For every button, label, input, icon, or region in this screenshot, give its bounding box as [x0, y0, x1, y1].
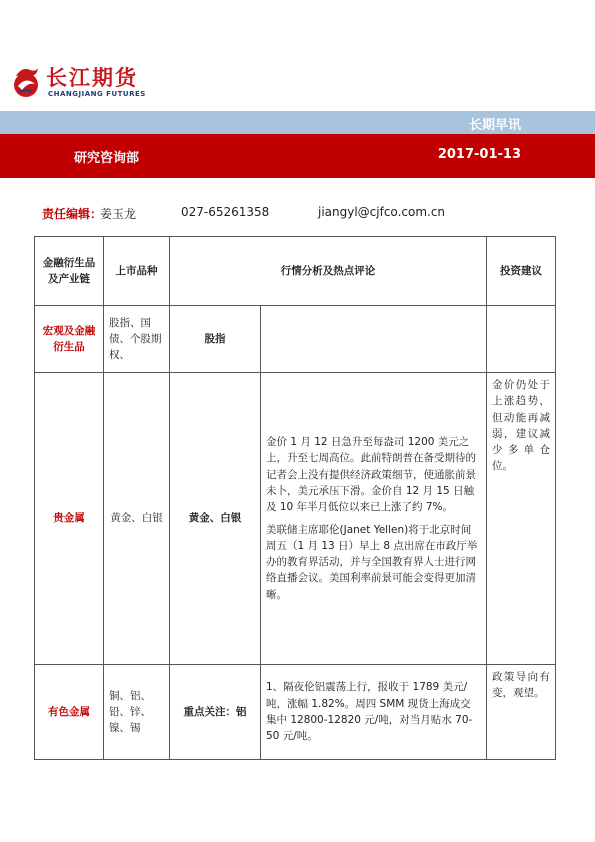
brand-name-en: CHANGJIANG FUTURES: [48, 90, 146, 98]
row-focus: 黄金、白银: [170, 373, 261, 665]
row-category: 宏观及金融衍生品: [35, 306, 104, 373]
department-name: 研究咨询部: [74, 151, 140, 166]
row-products: 股指、国债、个股期权、: [104, 306, 170, 373]
row-analysis: [261, 665, 487, 760]
publication-band: [0, 111, 595, 134]
dragon-emblem-icon: [10, 64, 42, 100]
row-category: 贵金属: [35, 373, 104, 665]
analysis-paragraph: 1、隔夜伦铝震荡上行，报收于 1789 美元/吨，涨幅 1.82%。周四 SMM 现货上海成交集中 12800-12820 元/吨，对当月贴水 70-50 元/吨。: [266, 681, 473, 743]
editor-phone: 027-65261358: [181, 205, 270, 219]
header-advice: 投资建议: [487, 237, 556, 306]
publication-title: 长期早讯: [468, 118, 521, 133]
header-products: 上市品种: [104, 237, 170, 306]
editor-email[interactable]: jiangyl@cjfco.com.cn: [318, 205, 446, 219]
analysis-paragraph: 美联储主席耶伦(Janet Yellen)将于北京时间周五（1 月 13 日）早上 8 点出席在市政厅举办的教育界活动，并与全国教育界人士进行网络直播会议。美国利率前景可能会变得更加清晰。: [266, 523, 478, 601]
brand-name-cn: 长江期货: [46, 66, 138, 90]
row-analysis: [261, 373, 487, 665]
row-focus: 重点关注：铝: [170, 665, 261, 760]
header-category: 金融衍生品及产业链: [35, 237, 104, 306]
table-row: [35, 373, 556, 665]
row-products: 黄金、白银: [104, 373, 170, 665]
row-products: 铜、铝、铅、锌、镍、锡: [104, 665, 170, 760]
company-logo: [10, 60, 170, 105]
department-band: [0, 134, 595, 178]
row-advice: 政策导向有变，观望。: [487, 665, 556, 760]
row-focus: 股指: [170, 306, 261, 373]
header-analysis: 行情分析及热点评论: [170, 237, 487, 306]
editor-label: 责任编辑：: [42, 207, 103, 221]
table-header-row: [35, 237, 556, 306]
row-advice: [487, 306, 556, 373]
editor-name: 姜玉龙: [100, 207, 137, 221]
analysis-paragraph: 金价 1 月 12 日急升至每盎司 1200 美元之上，升至七周高位。此前特朗普在备受期待的记者会上没有提供经济政策细节，使通胀前景未卜，美元承压下滑。金价自 12 月 15 日触及 10 年半月低位以来已上涨了约 7%。: [266, 436, 476, 514]
market-table: [34, 236, 556, 760]
row-category: 有色金属: [35, 665, 104, 760]
table-row: [35, 306, 556, 373]
row-advice: 金价仍处于上涨趋势，但动能再减弱，建议减少多单仓位。: [487, 373, 556, 665]
table-row: [35, 665, 556, 760]
row-analysis: [261, 306, 487, 373]
report-date: 2017-01-13: [437, 147, 521, 162]
